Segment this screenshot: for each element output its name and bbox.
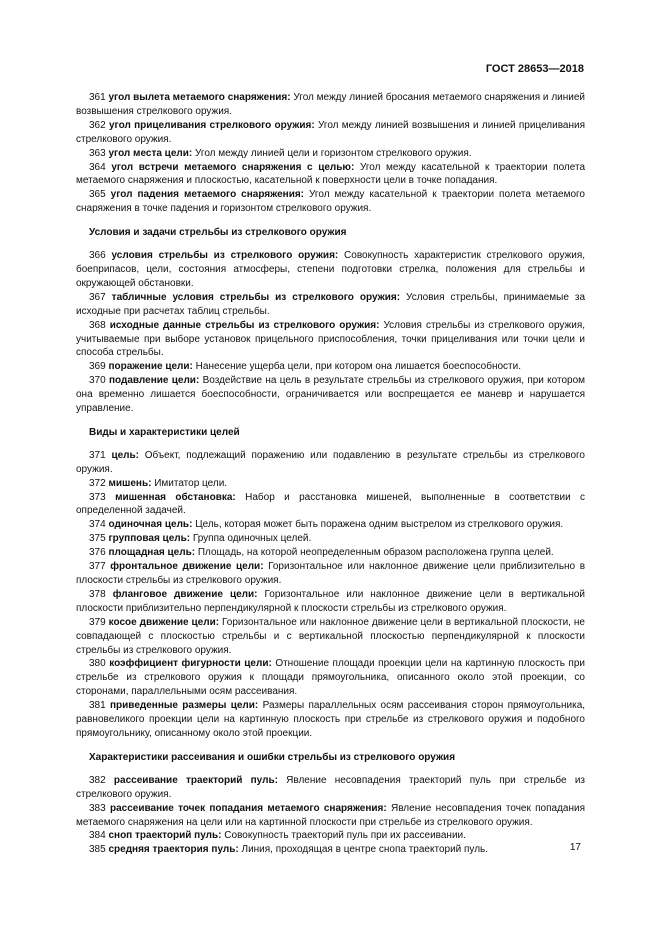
- entry-definition: Размеры параллельных осям рассеивания сторон прямоугольника, равновеликого проекции цели на картинную плоскость при стрельбе из стрелкового оружия и подобного прямоугольнику, описанному около этой проекции.: [76, 700, 586, 739]
- entry-definition: Имитатор цели.: [154, 477, 228, 489]
- entry-number: 384: [89, 830, 106, 842]
- term-entry: [76, 91, 585, 119]
- entry-term: рассеивание траекторий пуль:: [113, 774, 278, 786]
- entry-definition: Нанесение ущерба цели, при котором она лишается боеспособности.: [195, 361, 521, 373]
- term-entry: [76, 449, 585, 477]
- entry-definition: Угол между линией бросания метаемого снаряжения и линией возвышения стрелкового оружия.: [76, 92, 585, 117]
- entry-term: угол вылета метаемого снаряжения:: [108, 92, 291, 103]
- term-entry: [76, 802, 585, 830]
- term-entry: [76, 774, 585, 802]
- entry-number: 371: [89, 449, 106, 461]
- entry-definition: Угол между касательной к траектории полета метаемого снаряжения в точке падения и горизонтом стрелкового оружия.: [76, 189, 585, 215]
- entry-term: поражение цели:: [108, 361, 193, 373]
- entry-number: 370: [89, 375, 106, 387]
- term-entry: [76, 546, 585, 560]
- entry-term: рассеивание точек попадания метаемого снаряжения:: [109, 802, 387, 814]
- document-body: [76, 91, 585, 857]
- entry-term: косое движение цели:: [108, 616, 220, 628]
- entry-definition: Воздействие на цель в результате стрельбы из стрелкового оружия, при котором она временно лишается боеспособности, ограничивается или воспрещается ее маневр и нарушается управление.: [76, 375, 586, 415]
- entry-term: коэффициент фигурности цели:: [109, 658, 272, 670]
- term-entry: [76, 699, 585, 741]
- entry-number: 377: [89, 561, 106, 573]
- term-entry: [76, 616, 585, 658]
- entry-number: 366: [89, 250, 106, 262]
- term-entry: [76, 360, 585, 374]
- entry-term: одиночная цель:: [108, 519, 193, 531]
- entry-definition: Явление несовпадения траекторий пуль при стрельбе из стрелкового оружия.: [76, 774, 585, 800]
- entry-number: 378: [89, 588, 106, 600]
- entry-number: 361: [89, 92, 106, 103]
- entry-term: приведенные размеры цели:: [110, 700, 259, 712]
- entry-definition: Условия стрельбы из стрелкового оружия, учитываемые при выборе установок прицельного приспособления, точки прицеливания или точки цели и способа стрельбы.: [76, 319, 586, 359]
- entry-number: 374: [89, 519, 106, 531]
- entry-term: угол падения метаемого снаряжения:: [110, 189, 305, 201]
- entry-term: угол прицеливания стрелкового оружия:: [108, 119, 315, 131]
- entry-number: 380: [89, 658, 106, 670]
- entry-term: сноп траекторий пуль:: [108, 830, 222, 842]
- entry-definition: Отношение площади проекции цели на картинную плоскость при стрельбе из стрелкового оружия к площади прямоугольника, описанного около этой проекции, со сторонами, параллельными осям рассеивания.: [76, 658, 585, 698]
- term-entry: [76, 249, 585, 291]
- entry-definition: Угол между линией цели и горизонтом стрелкового оружия.: [195, 147, 472, 159]
- page-number: 17: [569, 842, 581, 853]
- term-entry: [76, 518, 585, 532]
- section-title: Характеристики рассеивания и ошибки стрельбы из стрелкового оружия: [89, 751, 456, 763]
- term-entry: [76, 477, 585, 491]
- entry-definition: Горизонтальное или наклонное движение цели в вертикальной плоскости приблизительно перпендикулярной к плоскости стрельбы из стрелкового оружия.: [76, 588, 586, 614]
- entry-number: 379: [89, 616, 106, 628]
- entry-definition: Цель, которая может быть поражена одним выстрелом из стрелкового оружия.: [195, 519, 564, 531]
- entry-number: 381: [89, 700, 106, 712]
- entry-definition: Группа одиночных целей.: [192, 533, 312, 545]
- term-entry: [76, 188, 585, 216]
- term-entry: [76, 588, 585, 616]
- entry-definition: Явление несовпадения точек попадания метаемого снаряжения на цели или на картинной плоскости при стрельбе из стрелкового оружия.: [76, 802, 586, 828]
- entry-number: 376: [89, 547, 106, 559]
- entry-number: 368: [89, 319, 106, 331]
- entry-definition: Горизонтальное или наклонное движение цели в вертикальной плоскости, не совпадающей с плоскостью стрельбы и с вертикальной плоскостью перпендикулярной к плоскости стрельбы из стрелкового оружия.: [76, 616, 585, 656]
- entry-number: 362: [89, 119, 106, 131]
- term-entry: [76, 147, 585, 161]
- term-entry: [76, 491, 585, 519]
- term-entry: [76, 374, 585, 416]
- entry-term: условия стрельбы из стрелкового оружия:: [111, 250, 339, 262]
- entry-definition: Условия стрельбы, принимаемые за исходные при расчетах таблиц стрельбы.: [76, 291, 586, 317]
- term-entry: [76, 319, 585, 361]
- entry-term: фланговое движение цели:: [112, 588, 258, 600]
- entry-number: 367: [89, 291, 106, 303]
- term-entry: [76, 843, 585, 857]
- entry-definition: Горизонтальное или наклонное движение цели приблизительно в плоскости стрельбы из стрелкового оружия.: [76, 561, 586, 586]
- entry-term: цель:: [111, 449, 139, 461]
- term-entry: [76, 829, 585, 843]
- entry-term: исходные данные стрельбы из стрелкового оружия:: [109, 319, 380, 331]
- term-entry: [76, 560, 585, 588]
- term-entry: [76, 532, 585, 546]
- entry-term: угол места цели:: [108, 147, 193, 159]
- entry-term: фронтальное движение цели:: [110, 561, 264, 573]
- entry-term: мишенная обстановка:: [115, 491, 236, 503]
- entry-definition: Совокупность характеристик стрелкового оружия, боеприпасов, цели, состояния атмосферы, степени подготовки стрелка, положения для стрельбы и окружающей обстановки.: [76, 250, 586, 289]
- entry-definition: Угол между линией возвышения и линией прицеливания стрелкового оружия.: [76, 119, 585, 145]
- document-id-header: ГОСТ 28653—2018: [485, 63, 584, 75]
- entry-number: 365: [89, 189, 106, 201]
- entry-number: 373: [89, 491, 106, 503]
- term-entry: [76, 291, 585, 319]
- entry-number: 364: [89, 161, 106, 173]
- entry-number: 375: [89, 533, 106, 545]
- term-entry: [76, 657, 585, 699]
- term-entry: [76, 119, 585, 147]
- term-entry: [76, 161, 585, 189]
- entry-definition: Площадь, на которой неопределенным образом расположена группа целей.: [197, 547, 554, 559]
- section-title: Виды и характеристики целей: [89, 426, 240, 438]
- entry-definition: Линия, проходящая в центре снопа траекторий пуль.: [241, 844, 489, 856]
- entry-number: 385: [89, 844, 106, 856]
- section-title: Условия и задачи стрельбы из стрелкового оружия: [89, 227, 347, 239]
- entry-number: 363: [89, 147, 106, 159]
- entry-term: площадная цель:: [108, 547, 196, 559]
- entry-number: 382: [89, 774, 106, 786]
- entry-term: табличные условия стрельбы из стрелкового оружия:: [111, 291, 401, 303]
- entry-definition: Объект, подлежащий поражению или подавлению в результате стрельбы из стрелкового оружия.: [76, 449, 585, 475]
- entry-term: групповая цель:: [108, 533, 191, 545]
- entry-term: угол встречи метаемого снаряжения с целью:: [111, 161, 355, 173]
- entry-number: 383: [89, 802, 106, 814]
- entry-number: 372: [89, 477, 106, 489]
- entry-term: подавление цели:: [108, 375, 200, 387]
- entry-definition: Совокупность траекторий пуль при их рассеивании.: [224, 830, 466, 842]
- entry-term: средняя траектория пуль:: [108, 844, 239, 856]
- entry-term: мишень:: [108, 477, 152, 489]
- entry-definition: Набор и расстановка мишеней, выполненные в соответствии с определенной задачей.: [76, 491, 586, 517]
- entry-definition: Угол между касательной к траектории полета метаемого снаряжения и плоскостью, касательной к поверхности цели в точке попадания.: [76, 161, 586, 187]
- entry-number: 369: [89, 361, 106, 373]
